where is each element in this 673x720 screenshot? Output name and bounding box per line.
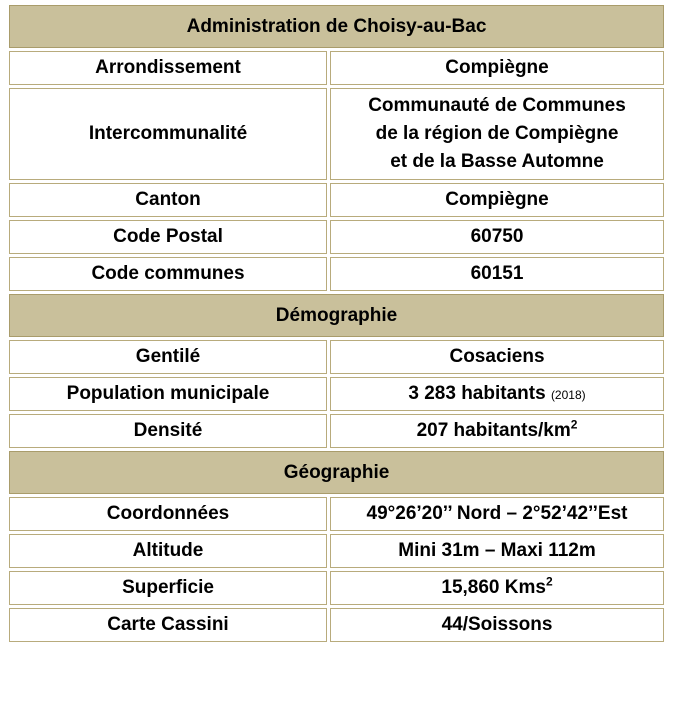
section-title: Administration de Choisy-au-Bac [9,5,664,48]
row-value-code-communes: 60151 [330,257,664,291]
row-label-densite: Densité [9,414,327,448]
row-label-superficie: Superficie [9,571,327,605]
row-label-canton: Canton [9,183,327,217]
row-label-coordonnees: Coordonnées [9,497,327,531]
table-row [9,88,664,180]
table-row [9,497,664,531]
row-value-altitude: Mini 31m – Maxi 112m [330,534,664,568]
population-value: 3 283 habitants [408,382,546,404]
table-row [9,51,664,85]
value-line: et de la Basse Automne [390,151,604,172]
row-value-intercommunalite [330,88,664,180]
row-value-superficie [330,571,664,605]
table-row [9,257,664,291]
table-row [9,220,664,254]
row-value-carte-cassini: 44/Soissons [330,608,664,642]
row-label-code-postal: Code Postal [9,220,327,254]
row-label-gentile: Gentilé [9,340,327,374]
row-label-carte-cassini: Carte Cassini [9,608,327,642]
row-value-population [330,377,664,411]
row-label-code-communes: Code communes [9,257,327,291]
section-header-administration [9,5,664,48]
value-line: de la région de Compiègne [375,123,619,144]
table-row [9,414,664,448]
value-line: Communauté de Communes [368,95,626,116]
table-row [9,534,664,568]
section-header-geographie [9,451,664,494]
section-title: Démographie [9,294,664,337]
densite-value: 207 habitants/km [416,420,571,441]
population-year-note: (2018) [550,387,586,402]
row-label-altitude: Altitude [9,534,327,568]
row-value-coordonnees: 49°26’20’’ Nord – 2°52’42’’Est [330,497,664,531]
superficie-exponent: 2 [545,574,553,589]
row-value-arrondissement: Compiègne [330,51,664,85]
row-value-gentile: Cosaciens [330,340,664,374]
commune-info-table [6,2,667,645]
section-title: Géographie [9,451,664,494]
row-value-code-postal: 60750 [330,220,664,254]
superficie-value: 15,860 Kms [441,577,546,598]
row-label-intercommunalite: Intercommunalité [9,88,327,180]
row-label-population: Population municipale [9,377,327,411]
row-label-arrondissement: Arrondissement [9,51,327,85]
row-value-densite [330,414,664,448]
table-row [9,377,664,411]
table-row [9,571,664,605]
table-row [9,183,664,217]
table-row [9,608,664,642]
densite-exponent: 2 [570,417,578,432]
table-row [9,340,664,374]
section-header-demographie [9,294,664,337]
row-value-canton: Compiègne [330,183,664,217]
